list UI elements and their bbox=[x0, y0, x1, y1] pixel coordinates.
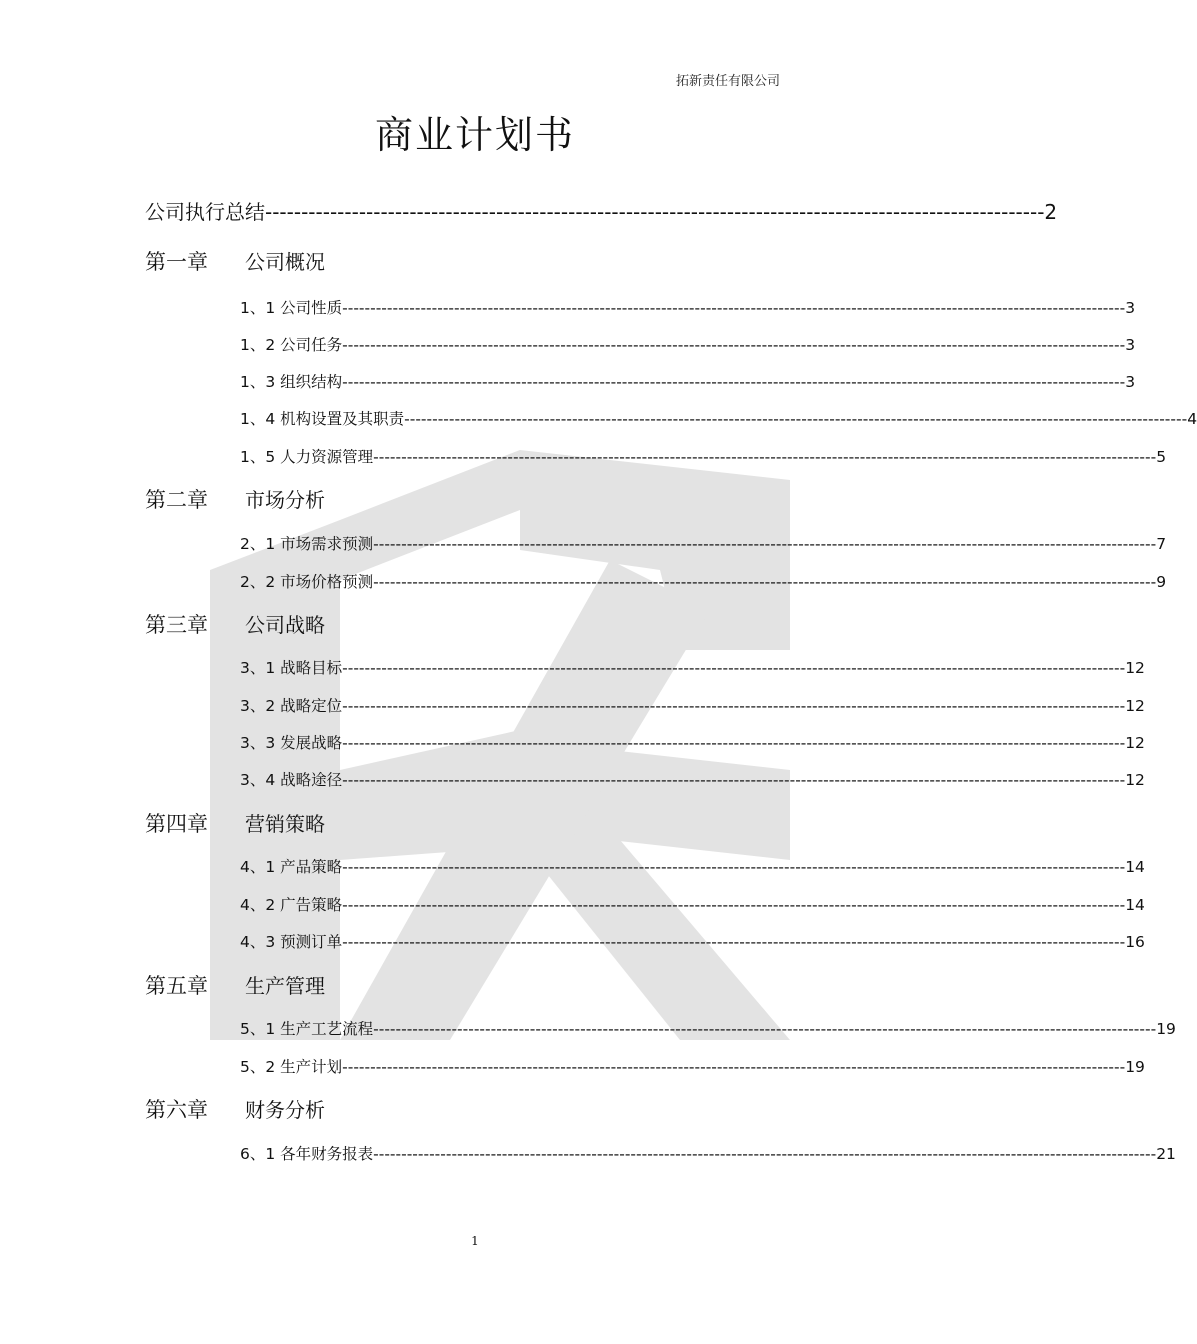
toc-section[interactable] bbox=[240, 296, 1136, 318]
toc-section[interactable] bbox=[240, 768, 1145, 790]
toc-summary-page: 2 bbox=[1044, 200, 1058, 224]
toc-chapter-number: 第三章 bbox=[145, 613, 208, 637]
toc-section-page: 12 bbox=[1125, 697, 1145, 715]
toc-section-page: 19 bbox=[1125, 1058, 1145, 1076]
toc-section-page: 3 bbox=[1125, 373, 1136, 391]
toc-section-label: 1、2 公司任务 bbox=[240, 336, 343, 354]
toc-section-page: 14 bbox=[1125, 858, 1145, 876]
toc-section-page: 12 bbox=[1125, 734, 1145, 752]
toc-chapter-number: 第二章 bbox=[145, 488, 208, 512]
toc-section-page: 16 bbox=[1125, 933, 1145, 951]
toc-chapter[interactable] bbox=[145, 609, 325, 639]
toc-section-page: 3 bbox=[1125, 299, 1136, 317]
toc-chapter-number: 第一章 bbox=[145, 250, 208, 274]
toc-section-label: 1、5 人力资源管理 bbox=[240, 448, 374, 466]
toc-section[interactable] bbox=[240, 570, 1167, 592]
toc-section[interactable] bbox=[240, 656, 1145, 678]
toc-chapter-number: 第四章 bbox=[145, 812, 208, 836]
toc-chapter-name: 财务分析 bbox=[245, 1098, 325, 1122]
toc-section-page: 12 bbox=[1125, 659, 1145, 677]
toc-chapter[interactable] bbox=[145, 484, 325, 514]
toc-leader-dots: -------------------------------------------------------------------------------------------------------------------------------------------- bbox=[373, 535, 1157, 553]
page-title: 商业计划书 bbox=[374, 113, 575, 157]
toc-section[interactable] bbox=[240, 855, 1145, 877]
toc-section[interactable] bbox=[240, 930, 1145, 952]
page-number: 1 bbox=[471, 1234, 479, 1248]
toc-section-label: 2、2 市场价格预测 bbox=[240, 573, 374, 591]
toc-section-label: 5、1 生产工艺流程 bbox=[240, 1020, 374, 1038]
toc-chapter-name: 生产管理 bbox=[245, 974, 325, 998]
toc-section[interactable] bbox=[240, 370, 1136, 392]
toc-section-label: 1、4 机构设置及其职责 bbox=[240, 410, 405, 428]
toc-section-label: 4、2 广告策略 bbox=[240, 896, 343, 914]
toc-section-label: 3、4 战略途径 bbox=[240, 771, 343, 789]
toc-leader-dots: -------------------------------------------------------------------------------------------------------------------------------------------- bbox=[342, 373, 1126, 391]
toc-leader-dots: -------------------------------------------------------------------------------------------------------------------------------------------- bbox=[342, 933, 1126, 951]
toc-chapter-name: 公司概况 bbox=[245, 250, 325, 274]
toc-section-label: 4、3 预测订单 bbox=[240, 933, 343, 951]
toc-leader-dots: -------------------------------------------------------------------------------------------------------------------------------------------- bbox=[342, 299, 1126, 317]
toc-chapter[interactable] bbox=[145, 808, 325, 838]
toc-section[interactable] bbox=[240, 445, 1167, 467]
toc-section-page: 19 bbox=[1156, 1020, 1176, 1038]
toc-summary[interactable] bbox=[145, 196, 1058, 225]
toc-leader-dots: -------------------------------------------------------------------------------------------------------------------------------------------- bbox=[342, 896, 1126, 914]
toc-section-page: 4 bbox=[1187, 410, 1197, 428]
toc-chapter-name: 市场分析 bbox=[245, 488, 325, 512]
toc-leader-dots: -------------------------------------------------------------------------------------------------------------------------------------------- bbox=[342, 771, 1126, 789]
toc-section-label: 5、2 生产计划 bbox=[240, 1058, 343, 1076]
toc-section[interactable] bbox=[240, 532, 1167, 554]
toc-section-label: 3、3 发展战略 bbox=[240, 734, 343, 752]
toc-section[interactable] bbox=[240, 1142, 1176, 1164]
toc-section[interactable] bbox=[240, 333, 1136, 355]
toc-chapter[interactable] bbox=[145, 970, 325, 1000]
toc-leader-dots: -------------------------------------------------------------------------------------------------------------------------------------------- bbox=[342, 659, 1126, 677]
toc-chapter-number: 第五章 bbox=[145, 974, 208, 998]
toc-leader-dots: -------------------------------------------------------------------------------------------------------------------------------------------- bbox=[342, 697, 1126, 715]
toc-section[interactable] bbox=[240, 694, 1145, 716]
toc-section-label: 1、1 公司性质 bbox=[240, 299, 343, 317]
toc-section-label: 3、1 战略目标 bbox=[240, 659, 343, 677]
toc-section-label: 3、2 战略定位 bbox=[240, 697, 343, 715]
toc-section[interactable] bbox=[240, 893, 1145, 915]
toc-section-page: 7 bbox=[1156, 535, 1167, 553]
toc-chapter-number: 第六章 bbox=[145, 1098, 208, 1122]
toc-summary-label: 公司执行总结 bbox=[145, 200, 265, 224]
toc-section-label: 2、1 市场需求预测 bbox=[240, 535, 374, 553]
toc-chapter-name: 营销策略 bbox=[245, 812, 325, 836]
company-name: 拓新责任有限公司 bbox=[675, 74, 780, 89]
toc-section[interactable] bbox=[240, 1017, 1176, 1039]
toc-leader-dots: -------------------------------------------------------------------------------------------------------------------------------------------- bbox=[342, 1058, 1126, 1076]
toc-leader-dots: -------------------------------------------------------------------------------------------------------------------------------------------- bbox=[342, 858, 1126, 876]
toc-leader-dots: -------------------------------------------------------------------------------------------------------------------------------------------- bbox=[373, 573, 1157, 591]
toc-section-page: 3 bbox=[1125, 336, 1136, 354]
toc-leader-dots: -------------------------------------------------------------------------------------------------------------------------------------------- bbox=[373, 1145, 1157, 1163]
toc-section-page: 5 bbox=[1156, 448, 1167, 466]
toc-section-page: 9 bbox=[1156, 573, 1167, 591]
toc-section-label: 6、1 各年财务报表 bbox=[240, 1145, 374, 1163]
toc-section[interactable] bbox=[240, 1055, 1145, 1077]
toc-section[interactable] bbox=[240, 407, 1197, 429]
toc-section-page: 21 bbox=[1156, 1145, 1176, 1163]
toc-leader-dots: -------------------------------------------------------------------------------------------------------------------------------------------- bbox=[373, 1020, 1157, 1038]
toc-section-page: 14 bbox=[1125, 896, 1145, 914]
toc-leader-dots: -------------------------------------------------------------------------------------------------------------------------------------------- bbox=[373, 448, 1157, 466]
toc-leader-dots: -------------------------------------------------------------------------------------------------------------------------------------------- bbox=[342, 734, 1126, 752]
toc-leader-dots: ------------------------------------------------------------------------------------------------------------ bbox=[265, 200, 1045, 224]
toc-section-page: 12 bbox=[1125, 771, 1145, 789]
toc-chapter-name: 公司战略 bbox=[245, 613, 325, 637]
toc-chapter[interactable] bbox=[145, 1094, 325, 1124]
toc-leader-dots: -------------------------------------------------------------------------------------------------------------------------------------------- bbox=[404, 410, 1188, 428]
toc-leader-dots: -------------------------------------------------------------------------------------------------------------------------------------------- bbox=[342, 336, 1126, 354]
toc-chapter[interactable] bbox=[145, 246, 325, 276]
toc-section[interactable] bbox=[240, 731, 1145, 753]
toc-section-label: 1、3 组织结构 bbox=[240, 373, 343, 391]
toc-section-label: 4、1 产品策略 bbox=[240, 858, 343, 876]
